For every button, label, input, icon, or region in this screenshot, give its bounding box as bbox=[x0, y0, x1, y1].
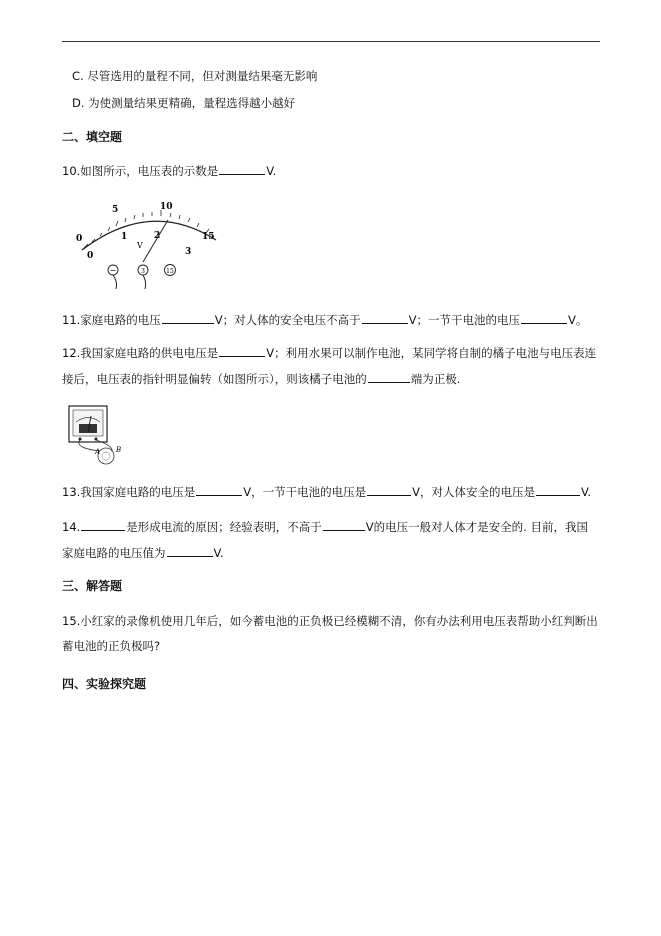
section-fill-in: 二、填空题 bbox=[62, 130, 123, 144]
q12-text-4: 端为正极. bbox=[410, 372, 461, 386]
question-14-line-2 bbox=[62, 545, 224, 561]
q11-text-2: V；对人体的安全电压不高于 bbox=[214, 313, 361, 327]
answer-blank[interactable] bbox=[219, 345, 265, 357]
answer-blank[interactable] bbox=[367, 484, 411, 496]
q14-text-1: 14. bbox=[62, 520, 81, 534]
q14-text-3: V的电压一般对人体才是安全的. 目前，我国 bbox=[365, 520, 588, 534]
voltmeter-figure bbox=[70, 196, 220, 292]
question-15-line-1: 15.小红家的录像机使用几年后，如今蓄电池的正负极已经模糊不清，你有办法利用电压表帮助小红判断出 bbox=[62, 614, 598, 628]
q14-text-2: 是形成电流的原因；经验表明，不高于 bbox=[126, 520, 322, 534]
answer-blank[interactable] bbox=[196, 484, 242, 496]
scale-label-bottom-3: 3 bbox=[185, 247, 192, 257]
q13-text-1: 13.我国家庭电路的电压是 bbox=[62, 485, 196, 499]
question-14-line-1 bbox=[62, 519, 588, 535]
meter-unit-label: V bbox=[137, 241, 143, 250]
q12-text-2: V；利用水果可以制作电池，某同学将自制的橘子电池与电压表连 bbox=[266, 346, 597, 360]
scale-label-top-5: 5 bbox=[112, 205, 119, 215]
q10-unit: V. bbox=[266, 164, 277, 178]
answer-blank[interactable] bbox=[167, 545, 213, 557]
meter-ticks bbox=[84, 210, 209, 248]
q11-text-4: V。 bbox=[568, 313, 588, 327]
orange-icon bbox=[98, 448, 114, 464]
section-short-answer: 三、解答题 bbox=[62, 579, 123, 593]
orange-battery-figure bbox=[66, 404, 130, 468]
q13-text-4: V. bbox=[581, 485, 592, 499]
q13-text-3: V，对人体安全的电压是 bbox=[412, 485, 536, 499]
meter-scale-arc bbox=[82, 221, 216, 250]
question-10 bbox=[62, 163, 276, 179]
label-a: A bbox=[95, 448, 101, 456]
answer-blank[interactable] bbox=[81, 519, 125, 531]
question-12-line-2 bbox=[62, 371, 460, 387]
scale-label-bottom-0: 0 bbox=[87, 251, 94, 261]
q11-text-3: V；一节干电池的电压 bbox=[408, 313, 521, 327]
answer-blank[interactable] bbox=[521, 312, 567, 324]
scale-label-bottom-1: 1 bbox=[121, 232, 128, 242]
header-rule bbox=[62, 41, 600, 42]
scale-label-top-10: 10 bbox=[160, 202, 173, 212]
q12-text-3: 接后，电压表的指针明显偏转（如图所示），则该橘子电池的 bbox=[62, 372, 367, 386]
scale-label-bottom-2: 2 bbox=[154, 231, 161, 241]
wire-right bbox=[143, 275, 146, 289]
option-c: C. 尽管选用的量程不同，但对测量结果毫无影响 bbox=[72, 69, 318, 83]
scale-label-top-15: 15 bbox=[202, 232, 215, 242]
answer-blank[interactable] bbox=[368, 371, 410, 383]
answer-blank[interactable] bbox=[323, 519, 365, 531]
answer-blank[interactable] bbox=[362, 312, 408, 324]
question-13 bbox=[62, 484, 591, 500]
option-d: D. 为使测量结果更精确，量程选得越小越好 bbox=[72, 96, 296, 110]
terminal-label-3: 3 bbox=[140, 267, 146, 275]
q11-text-1: 11.家庭电路的电压 bbox=[62, 313, 161, 327]
question-11 bbox=[62, 312, 587, 328]
q13-text-2: V，一节干电池的电压是 bbox=[243, 485, 367, 499]
question-15-line-2: 蓄电池的正负极吗? bbox=[62, 639, 161, 653]
wire-left bbox=[113, 275, 117, 289]
scale-label-top-0: 0 bbox=[76, 234, 83, 244]
terminal-label-15: 15 bbox=[166, 268, 174, 275]
q14-text-4: 家庭电路的电压值为 bbox=[62, 546, 166, 560]
answer-blank[interactable] bbox=[162, 312, 214, 324]
q14-text-5: V. bbox=[213, 546, 224, 560]
terminal-label-negative: − bbox=[109, 266, 117, 275]
answer-blank[interactable] bbox=[536, 484, 580, 496]
q12-text-1: 12.我国家庭电路的供电电压是 bbox=[62, 346, 219, 360]
answer-blank[interactable] bbox=[219, 163, 265, 175]
question-12-line-1 bbox=[62, 345, 596, 361]
section-experiment: 四、实验探究题 bbox=[62, 677, 147, 691]
q10-text: 10.如图所示，电压表的示数是 bbox=[62, 164, 219, 178]
meter-needle bbox=[143, 220, 168, 262]
label-b: B bbox=[116, 446, 122, 454]
